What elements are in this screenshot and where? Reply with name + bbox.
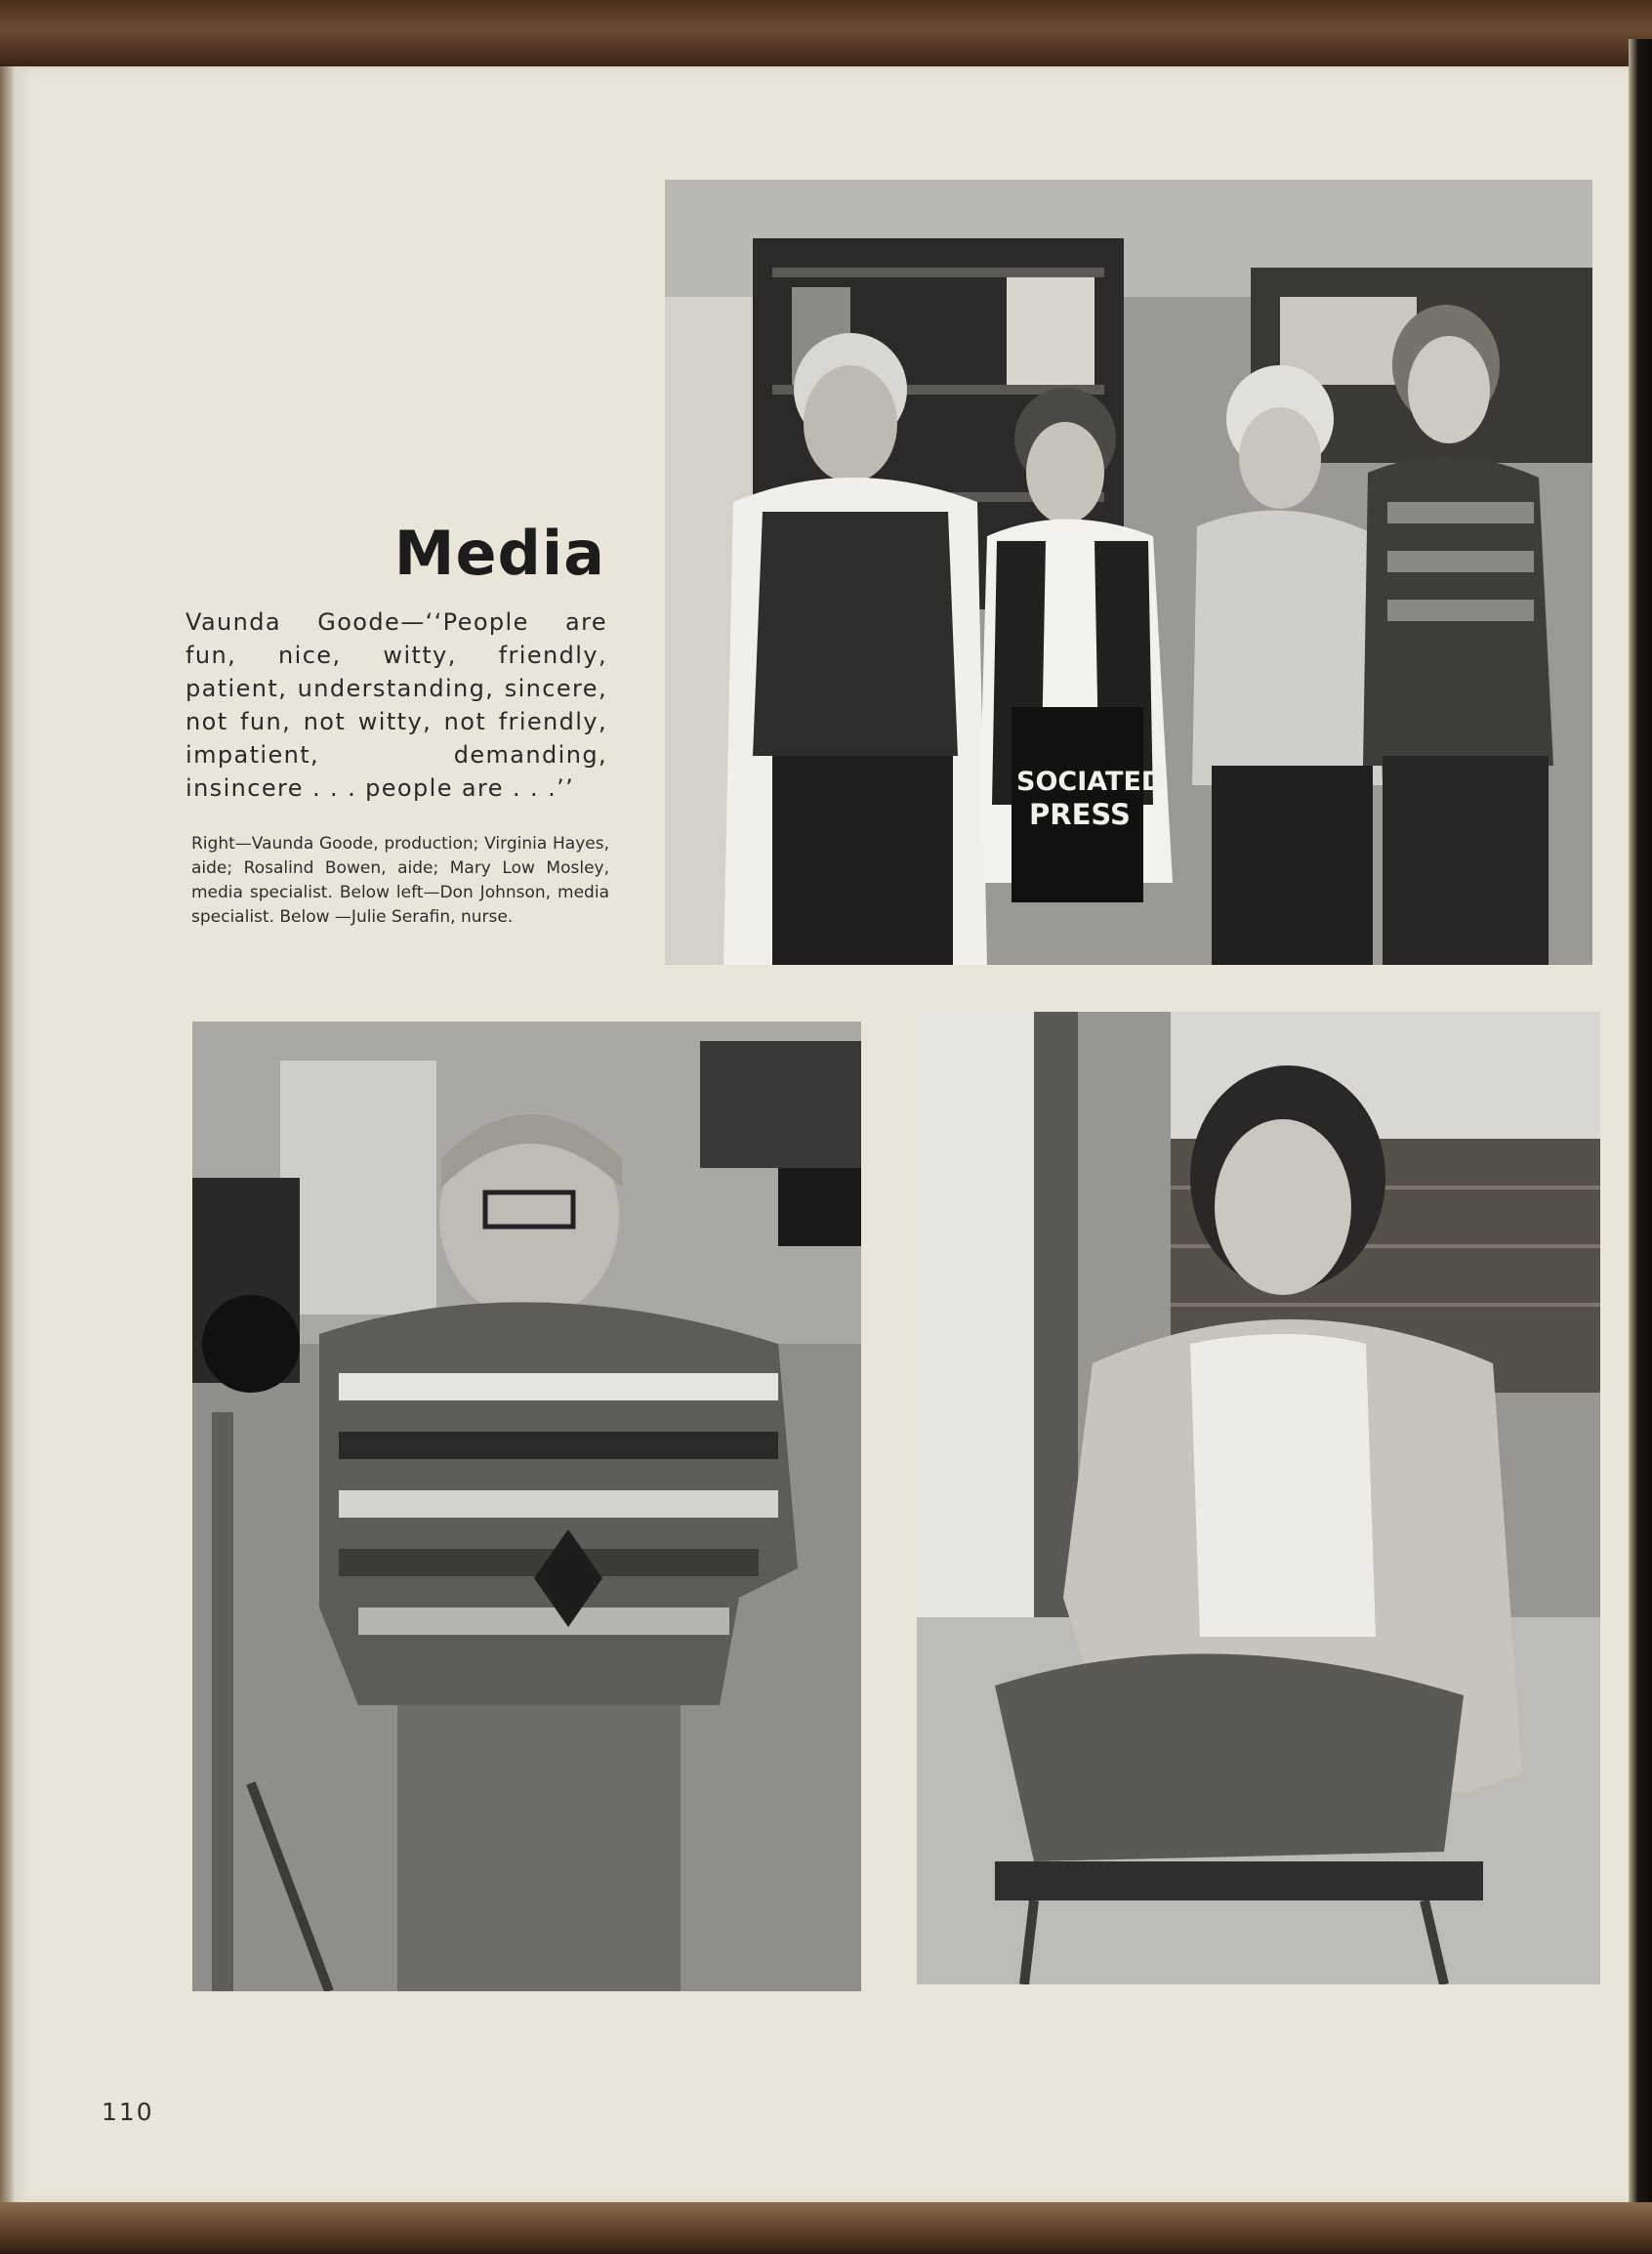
photo-don-johnson — [192, 1022, 861, 1991]
section-title: Media — [393, 518, 605, 589]
sign-line-1: SOCIATED — [1016, 767, 1164, 797]
page-top-edge — [0, 0, 1652, 66]
sign-line-2: PRESS — [1029, 798, 1131, 831]
photo-julie-serafin — [917, 1012, 1600, 1984]
group-photo-media-staff — [665, 180, 1592, 965]
photo-caption: Right—Vaunda Goode, production; Virginia Hayes, aide; Rosalind Bowen, aide; Mary Low Mosley, media specialist. Below left—Don Johnson, media specialist. Below —Julie Serafin, nurse. — [191, 834, 609, 927]
page-binding — [0, 66, 14, 2205]
page-right-edge — [1629, 39, 1652, 2254]
page-number: 110 — [102, 2098, 154, 2126]
page-bottom-edge — [0, 2202, 1652, 2254]
staff-quote: Vaunda Goode—‘‘People are fun, nice, witty, friendly, patient, understanding, sincere, not fun, not witty, not friendly, impatient, demanding, insincere . . . people are . . .’’ — [186, 608, 607, 802]
